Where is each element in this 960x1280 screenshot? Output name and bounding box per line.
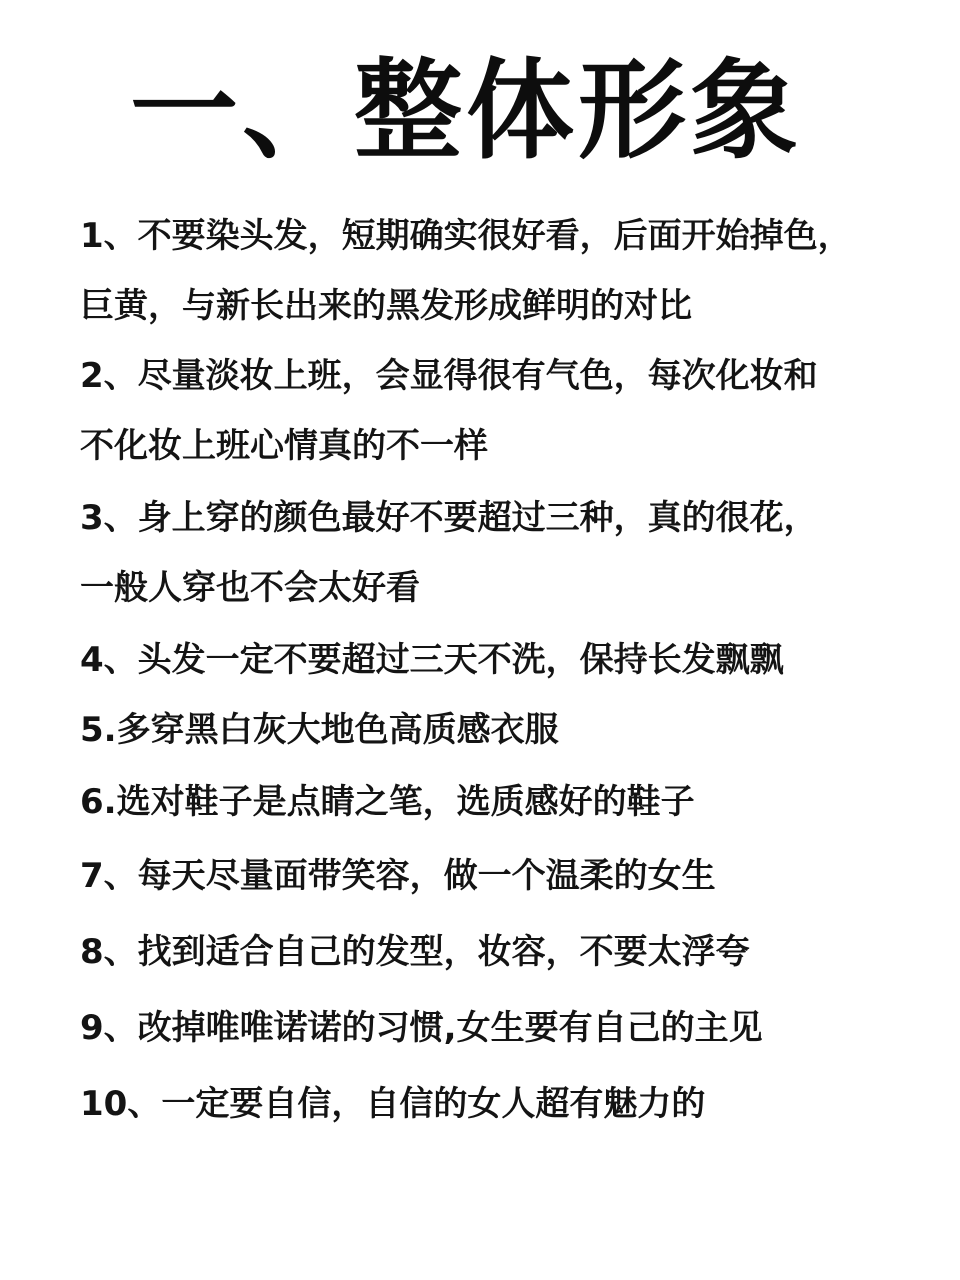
list-item-1-line-2: 巨黄，与新长出来的黑发形成鲜明的对比: [80, 286, 692, 326]
list-item-2-line-1: [80, 354, 920, 398]
item-text: 不要染头发，短期确实很好看，后面开始掉色，: [137, 216, 852, 256]
item-number: 3、: [80, 498, 138, 538]
item-number: 8、: [80, 932, 138, 972]
item-text: 选对鞋子是点睛之笔，选质感好的鞋子: [116, 782, 695, 822]
list-item-1-line-1: [80, 214, 920, 258]
item-text: 多穿黑白灰大地色高质感衣服: [116, 710, 559, 750]
item-number: 6.: [80, 782, 117, 822]
list-item-4: [80, 638, 920, 682]
list-item-3-line-2: 一般人穿也不会太好看: [80, 568, 420, 608]
item-text: 找到适合自己的发型，妆容，不要太浮夸: [137, 932, 750, 972]
list-item-9: [80, 1006, 920, 1050]
item-text: 改掉唯唯诺诺的习惯,女生要有自己的主见: [137, 1008, 763, 1048]
item-number: 10、: [80, 1084, 162, 1124]
list-item-6: [80, 780, 920, 824]
item-number: 5.: [80, 710, 117, 750]
item-number: 7、: [80, 856, 138, 896]
item-number: 4、: [80, 640, 138, 680]
item-number: 1、: [80, 216, 138, 256]
item-number: 2、: [80, 356, 138, 396]
item-number: 9、: [80, 1008, 138, 1048]
page-title: 一、整体形象: [130, 49, 803, 174]
list-item-3-line-1: [80, 496, 920, 540]
item-text: 头发一定不要超过三天不洗，保持长发飘飘: [137, 640, 784, 680]
list-item-5: [80, 708, 920, 752]
list-item-2-line-2: 不化妆上班心情真的不一样: [80, 426, 488, 466]
item-text: 每天尽量面带笑容，做一个温柔的女生: [137, 856, 716, 896]
list-item-7: [80, 854, 920, 898]
list-item-8: [80, 930, 920, 974]
item-text: 一定要自信，自信的女人超有魅力的: [161, 1084, 706, 1124]
item-text: 身上穿的颜色最好不要超过三种，真的很花，: [137, 498, 818, 538]
list-item-10: [80, 1082, 920, 1126]
item-text: 尽量淡妆上班，会显得很有气色，每次化妆和: [137, 356, 818, 396]
